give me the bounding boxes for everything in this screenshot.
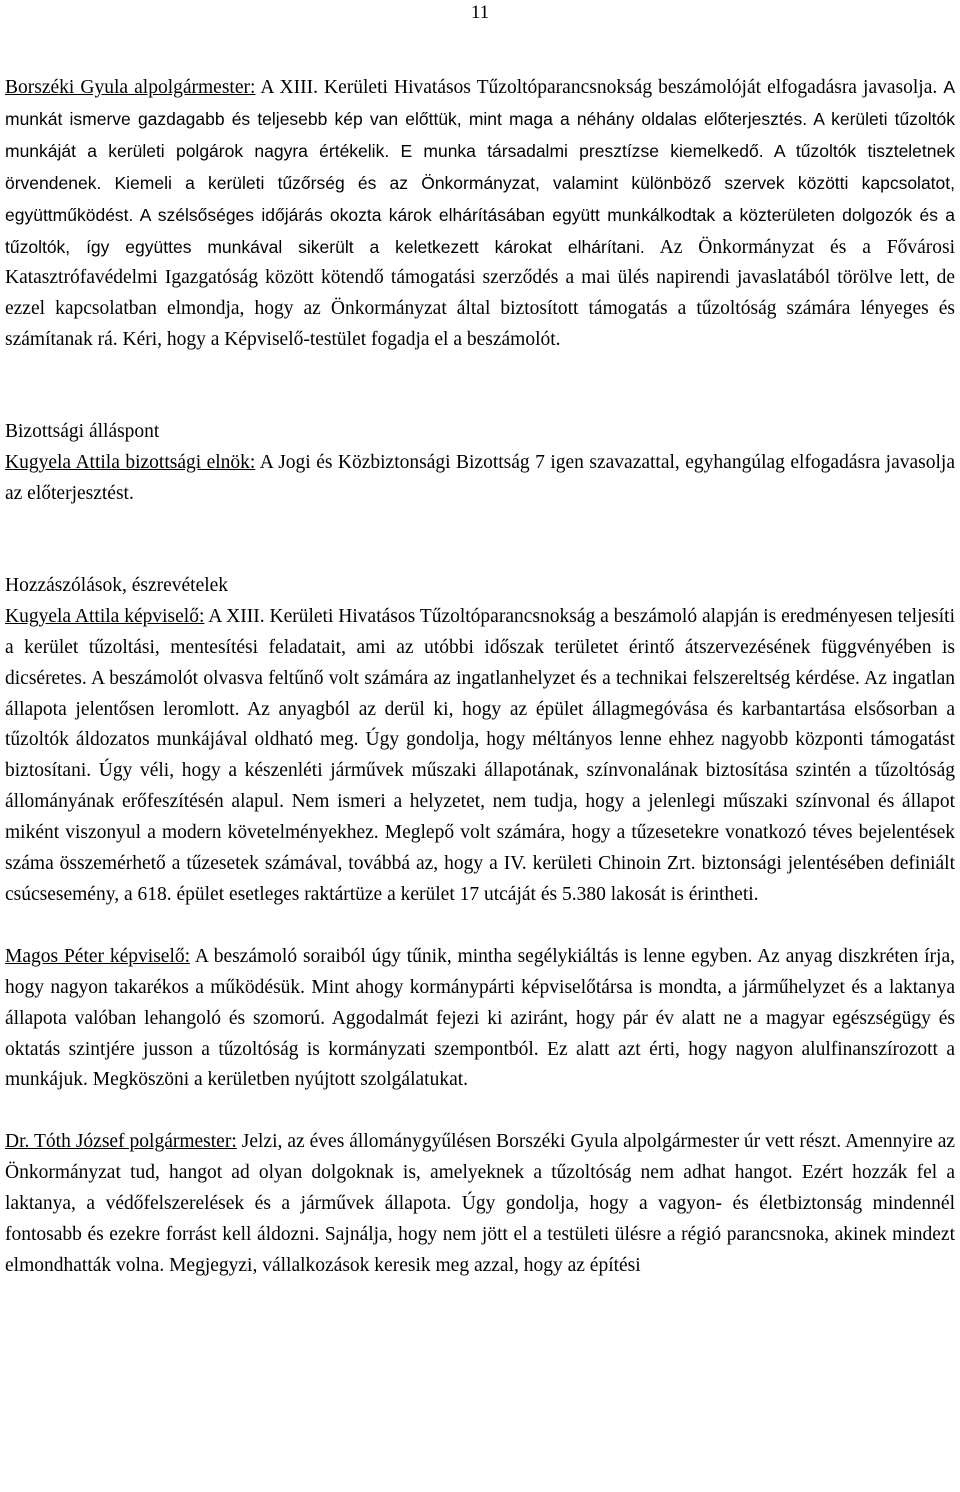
speaker-borszeki: Borszéki Gyula alpolgármester: (5, 77, 256, 98)
speaker-magos: Magos Péter képviselő: (5, 945, 191, 967)
heading-committee: Bizottsági álláspont (5, 421, 160, 443)
paragraph-text: A Jogi és Közbiztonsági Bizottság 7 igen szavazattal, egyhangúlag elfogadásra javasolja az előterjesztést. (5, 452, 955, 504)
speaker-kugyela: Kugyela Attila képviselő: (5, 605, 205, 627)
page-number: 11 (470, 2, 490, 23)
document-body (5, 72, 955, 1282)
paragraph-kugyela (5, 602, 955, 911)
paragraph-committee (5, 448, 955, 510)
paragraph-text: Jelzi, az éves állománygyűlésen Borszéki Gyula alpolgármester úr vett részt. Amennyire az Önkormányzat tud, hangot ad olyan dolgoknak is, amelyeknek a tűzoltóság nem adhat hangot. Ezért hozzák fel a laktanya, a védőfelszerelések és a járművek állapota. Úgy gondolja, hogy a vagyon- és életbiztonság mindennél fontosabb és ezekre forrást kell áldozni. Sajnálja, hogy nem jött el a testületi ülésre a régió parancsnoka, akinek mindezt elmondhatták volna. Megjegyzi, vállalkozások keresik meg azzal, hogy az építési (5, 1131, 956, 1276)
speaker-toth: Dr. Tóth József polgármester: (5, 1131, 237, 1153)
heading-comments: Hozzászólások, észrevételek (5, 574, 229, 596)
paragraph-text: A XIII. Kerületi Hivatásos Tűzoltóparancsnokság beszámolóját elfogadásra javasolja. (255, 77, 944, 98)
paragraph-text: A XIII. Kerületi Hivatásos Tűzoltóparancsnokság a beszámoló alapján is eredményesen teljesíti a kerület tűzoltási, mentesítési feladatait, ami az utóbbi időszak területet érintő átszervezésének függvényében is dicséretes. A beszámolót olvasva feltűnő volt számára az ingatlanhelyzet és a technikai felszereltség kérdése. Az ingatlan állapota jelentősen leromlott. Az anyagból az derül ki, hogy az épület állagmegóvása és karbantartása elsősorban a tűzoltók áldozatos munkájával oldható meg. Úgy gondolja, hogy méltányos lenne ehhez nagyobb központi támogatást biztosítani. Úgy véli, hogy a készenléti járművek műszaki állapotának, színvonalának biztosítása szintén a tűzoltóság állományának erőfeszítésén alapul. Nem ismeri a helyzetet, nem tudja, hogy a jelenlegi műszaki színvonal és állapot miként viszonyul a modern követelményekhez. Meglepő volt számára, hogy a tűzesetekre vonatkozó téves bejelentések száma összemérhető a tűzesetek számával, továbbá az, hogy a IV. kerületi Chinoin Zrt. biztonsági jelentésében definiált csúcsesemény, a 618. épület esetleges raktártüze a kerület 17 utcáját és 5.380 lakosát is érintheti. (5, 605, 955, 905)
paragraph-toth (5, 1127, 955, 1282)
speaker-kugyela-committee: Kugyela Attila bizottsági elnök: (5, 452, 256, 474)
paragraph-text-sans: A munkát ismerve gazdagabb és teljesebb kép van előttük, mint maga a néhány oldalas előterjesztés. A kerületi tűzoltók munkáját a kerületi polgárok nagyra értékelik. E munka társadalmi presztízse kiemelkedő. A tűzoltók tiszteletnek örvendenek. Kiemeli a kerületi tűzőrség és az Önkormányzat, valamint különböző szervek közötti kapcsolatot, együttműködést. A szélsőséges időjárás okozta károk elhárításában együtt munkálkodtak a közterületen dolgozók és a tűzoltók, így együttes munkával sikerült a keletkezett károkat elhárítani. (5, 77, 955, 257)
paragraph-borszeki (5, 72, 955, 356)
paragraph-text: A beszámoló soraiból úgy tűnik, mintha segélykiáltás is lenne egyben. Az anyag diszkréten írja, hogy nagyon takarékos a működésük. Mint ahogy kormánypárti képviselőtársa is mondta, a járműhelyzet és a laktanya állapota valóban lehangoló és szomorú. Aggodalmát fejezi ki aziránt, hogy pár év alatt ne a magyar egészségügy és oktatás szintjére jusson a tűzoltóság is kormányzati szempontból. Ez alatt azt érti, hogy nagyon alulfinanszírozott a munkájuk. Megköszöni a kerületben nyújtott szolgálatukat. (5, 945, 955, 1091)
paragraph-magos (5, 942, 955, 1097)
paragraph-text: Az Önkormányzat és a Fővárosi Katasztrófavédelmi Igazgatóság között kötendő támogatási szerződés a mai ülés napirendi javaslatából törölve lett, de ezzel kapcsolatban elmondja, hogy az Önkormányzat által biztosított támogatás a tűzoltóság számára lényeges és számítanak rá. Kéri, hogy a Képviselő-testület fogadja el a beszámolót. (5, 236, 955, 351)
